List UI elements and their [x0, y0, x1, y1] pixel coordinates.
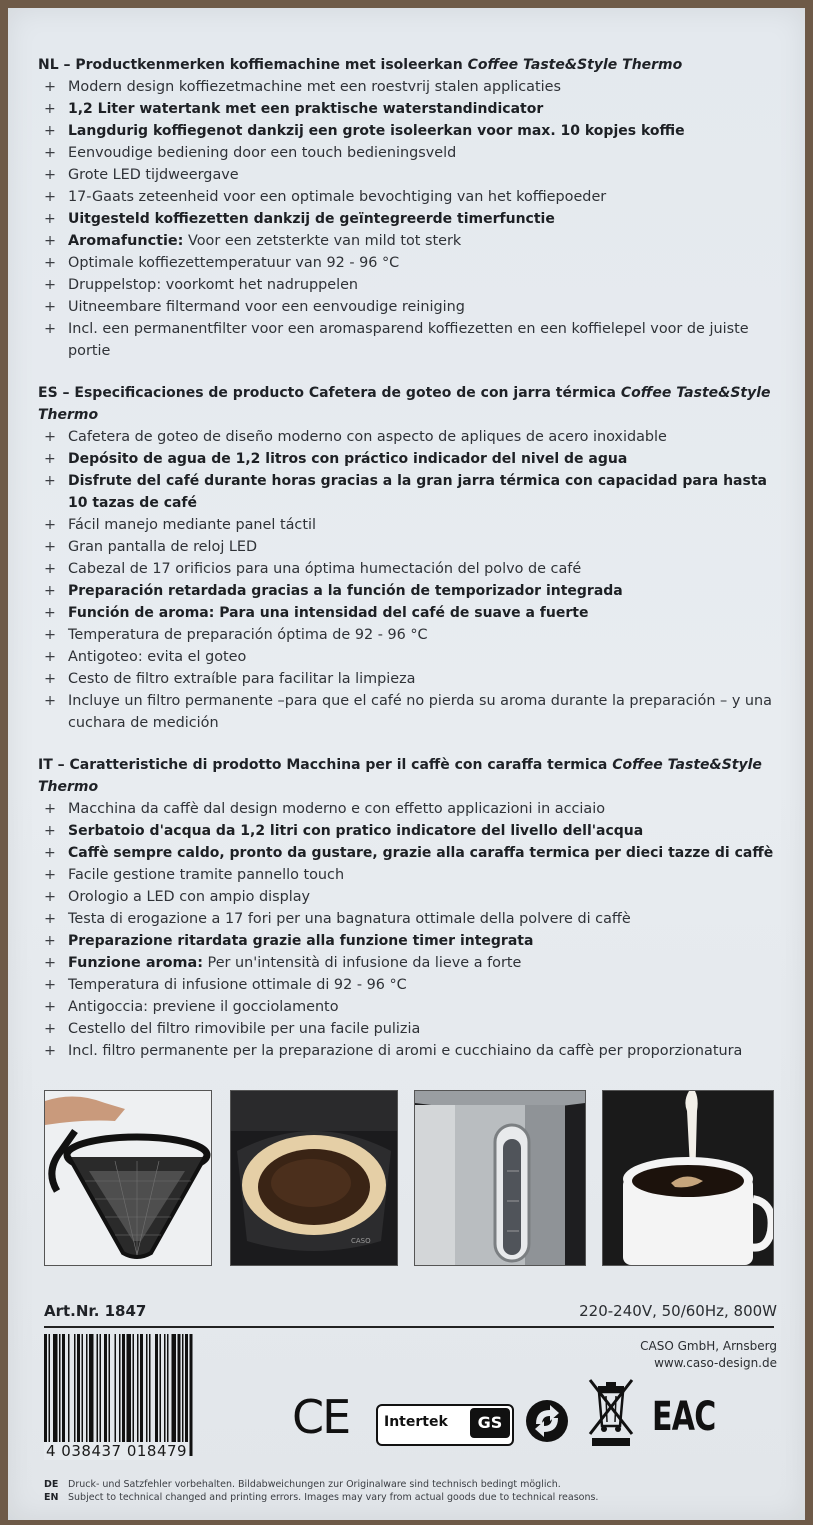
feature-item-text: Cesto de filtro extraíble para facilitar la limpieza	[68, 671, 416, 687]
plus-bullet-icon: +	[44, 1043, 57, 1059]
feature-item-text: Gran pantalla de reloj LED	[68, 539, 258, 555]
plus-bullet-icon: +	[44, 539, 57, 555]
feature-item	[38, 842, 778, 864]
barcode-number: 4 038437 018479	[46, 1442, 188, 1460]
plus-bullet-icon: +	[44, 801, 57, 817]
intertek-gs-mark	[376, 1404, 514, 1446]
gs-label: GS	[470, 1408, 510, 1438]
barcode-bar	[68, 1334, 70, 1456]
company-website: www.caso-design.de	[654, 1356, 777, 1370]
feature-item	[38, 252, 778, 274]
feature-item	[38, 186, 778, 208]
plus-bullet-icon: +	[44, 955, 57, 971]
feature-item	[38, 296, 778, 318]
svg-text:CASO: CASO	[351, 1237, 371, 1245]
feature-sections	[38, 54, 778, 1082]
feature-item	[38, 1018, 778, 1040]
feature-item	[38, 448, 778, 470]
feature-item-text: Orologio a LED con ampio display	[68, 889, 311, 905]
barcode-bar	[62, 1334, 65, 1456]
feature-item	[38, 930, 778, 952]
section-title-product: Coffee Taste&Style Thermo	[38, 757, 762, 795]
disclaimer-line	[44, 1478, 598, 1491]
plus-bullet-icon: +	[44, 867, 57, 883]
plus-bullet-icon: +	[44, 517, 57, 533]
water-level-indicator-photo	[414, 1090, 586, 1266]
feature-item	[38, 624, 778, 646]
barcode-bar	[100, 1334, 102, 1456]
feature-item-text: Incl. een permanentfilter voor een aromasparend koffiezetten en een koffielepel voor de juiste portie	[68, 321, 749, 359]
plus-bullet-icon: +	[44, 583, 56, 599]
plus-bullet-icon: +	[44, 693, 57, 709]
plus-bullet-icon: +	[44, 889, 57, 905]
barcode-bar	[172, 1334, 177, 1456]
section-title	[38, 382, 778, 426]
feature-item	[38, 908, 778, 930]
barcode-bar	[115, 1334, 117, 1456]
coffee-cup-with-milk-photo	[602, 1090, 774, 1266]
barcode-bar	[109, 1334, 111, 1456]
feature-list	[38, 426, 778, 734]
feature-item	[38, 76, 778, 98]
plus-bullet-icon: +	[44, 473, 56, 489]
plus-bullet-icon: +	[44, 321, 57, 337]
feature-item	[38, 602, 778, 624]
barcode-bar	[86, 1334, 88, 1456]
feature-item-text: Preparazione ritardata grazie alla funzione timer integrata	[68, 933, 534, 949]
section-title-product: Coffee Taste&Style Thermo	[467, 57, 683, 73]
filter-with-coffee-photo	[230, 1090, 398, 1266]
feature-item-text: Incl. filtro permanente per la preparazione di aromi e cucchiaino da caffè per proporzionatura	[68, 1043, 743, 1059]
plus-bullet-icon: +	[44, 101, 56, 117]
feature-item	[38, 318, 778, 362]
disclaimer-lang: EN	[44, 1492, 59, 1503]
barcode-bar	[49, 1334, 51, 1456]
barcode-bar	[53, 1334, 58, 1456]
feature-item	[38, 580, 778, 602]
feature-item-text: Druppelstop: voorkomt het nadruppelen	[68, 277, 359, 293]
plus-bullet-icon: +	[44, 429, 57, 445]
plus-bullet-icon: +	[44, 189, 57, 205]
weee-bin-icon	[586, 1376, 636, 1448]
feature-item-text: Fácil manejo mediante panel táctil	[68, 517, 316, 533]
barcode-bar	[178, 1334, 181, 1456]
feature-list	[38, 798, 778, 1062]
barcode-bar	[97, 1334, 99, 1456]
plus-bullet-icon: +	[44, 451, 56, 467]
feature-item-text: 1,2 Liter watertank met een praktische waterstandindicator	[68, 101, 544, 117]
feature-item	[38, 798, 778, 820]
plus-bullet-icon: +	[44, 605, 56, 621]
feature-item-text: Cabezal de 17 orificios para una óptima humectación del polvo de café	[68, 561, 582, 577]
feature-item-text: Antigoccia: previene il gocciolamento	[68, 999, 339, 1015]
feature-item-text: Voor een zetsterkte van mild tot sterk	[183, 233, 462, 249]
barcode-bar	[119, 1334, 121, 1456]
feature-item-text: Caffè sempre caldo, pronto da gustare, grazie alla caraffa termica per dieci tazze di caffè	[68, 845, 774, 861]
plus-bullet-icon: +	[44, 911, 57, 927]
plus-bullet-icon: +	[44, 167, 57, 183]
barcode-bar	[167, 1334, 169, 1456]
disclaimer-lang: DE	[44, 1479, 59, 1490]
feature-item	[38, 164, 778, 186]
feature-item	[38, 952, 778, 974]
feature-item-text: Depósito de agua de 1,2 litros con práctico indicador del nivel de agua	[68, 451, 628, 467]
disclaimer	[44, 1478, 598, 1504]
eac-mark: EAC	[652, 1394, 716, 1440]
feature-item-text: Preparación retardada gracias a la función de temporizador integrada	[68, 583, 623, 599]
section-title-text: IT – Caratteristiche di prodotto Macchina per il caffè con caraffa termica	[38, 757, 613, 773]
company-name: CASO GmbH, Arnsberg	[640, 1339, 777, 1353]
barcode-bar	[104, 1334, 107, 1456]
feature-item-text: Testa di erogazione a 17 fori per una bagnatura ottimale della polvere di caffè	[68, 911, 631, 927]
power-specs: 220-240V, 50/60Hz, 800W	[579, 1302, 777, 1320]
plus-bullet-icon: +	[44, 123, 56, 139]
feature-item	[38, 646, 778, 668]
feature-item-text: Langdurig koffiegenot dankzij een grote isoleerkan voor max. 10 kopjes koffie	[68, 123, 685, 139]
section-es	[38, 382, 778, 734]
barcode-bar	[146, 1334, 148, 1456]
feature-item	[38, 536, 778, 558]
feature-item-text: Temperatura di infusione ottimale di 92 - 96 °C	[68, 977, 407, 993]
feature-item	[38, 208, 778, 230]
barcode-bar	[149, 1334, 151, 1456]
feature-item	[38, 974, 778, 996]
recycle-icon	[524, 1398, 570, 1444]
product-photos	[44, 1090, 772, 1264]
feature-item-text: Cafetera de goteo de diseño moderno con aspecto de apliques de acero inoxidable	[68, 429, 667, 445]
barcode-bar	[160, 1334, 162, 1456]
section-nl	[38, 54, 778, 362]
plus-bullet-icon: +	[44, 649, 57, 665]
plus-bullet-icon: +	[44, 79, 57, 95]
feature-item-bold: Funzione aroma:	[68, 955, 203, 971]
plus-bullet-icon: +	[44, 233, 57, 249]
feature-item-text: 17-Gaats zeteenheid voor een optimale bevochtiging van het koffiepoeder	[68, 189, 607, 205]
barcode-bar	[59, 1334, 61, 1456]
barcode-bar	[44, 1334, 47, 1456]
feature-item	[38, 690, 778, 734]
feature-item-text: Uitgesteld koffiezetten dankzij de geïntegreerde timerfunctie	[68, 211, 555, 227]
feature-item-bold: Aromafunctie:	[68, 233, 184, 249]
barcode-bar	[133, 1334, 135, 1456]
feature-item	[38, 120, 778, 142]
feature-item	[38, 470, 778, 514]
barcode-bar	[137, 1334, 139, 1456]
feature-item-text: Optimale koffiezettemperatuur van 92 - 96 °C	[68, 255, 400, 271]
section-title	[38, 54, 778, 76]
section-title-product: Coffee Taste&Style Thermo	[38, 385, 771, 423]
section-title	[38, 754, 778, 798]
barcode-bar	[127, 1334, 132, 1456]
barcode-bar	[185, 1334, 188, 1456]
product-box-back	[8, 8, 805, 1520]
feature-item	[38, 558, 778, 580]
feature-item-text: Grote LED tijdweergave	[68, 167, 239, 183]
feature-item-text: Disfrute del café durante horas gracias a la gran jarra térmica con capacidad para hasta 10 tazas de café	[68, 473, 767, 511]
plus-bullet-icon: +	[44, 977, 57, 993]
feature-item	[38, 864, 778, 886]
feature-item-text: Serbatoio d'acqua da 1,2 litri con pratico indicatore del livello dell'acqua	[68, 823, 644, 839]
feature-item	[38, 514, 778, 536]
feature-item	[38, 886, 778, 908]
ce-mark: CE	[292, 1390, 350, 1444]
plus-bullet-icon: +	[44, 999, 57, 1015]
company-info	[640, 1338, 777, 1372]
plus-bullet-icon: +	[44, 299, 57, 315]
section-title-text: NL – Productkenmerken koffiemachine met isoleerkan	[38, 57, 468, 73]
feature-item	[38, 98, 778, 120]
plus-bullet-icon: +	[44, 845, 56, 861]
barcode-bar	[89, 1334, 94, 1456]
barcode-bar	[155, 1334, 158, 1456]
footer-divider	[44, 1326, 774, 1328]
feature-item	[38, 996, 778, 1018]
plus-bullet-icon: +	[44, 671, 57, 687]
barcode-bar	[182, 1334, 184, 1456]
plus-bullet-icon: +	[44, 561, 57, 577]
barcode-bar	[140, 1334, 143, 1456]
barcode-bar	[164, 1334, 166, 1456]
article-number: Art.Nr. 1847	[44, 1302, 147, 1320]
feature-item-text: Eenvoudige bediening door een touch bedieningsveld	[68, 145, 457, 161]
feature-item	[38, 230, 778, 252]
plus-bullet-icon: +	[44, 255, 57, 271]
barcode-bar	[190, 1334, 193, 1456]
certification-marks	[292, 1376, 716, 1456]
section-title-text: ES – Especificaciones de producto Cafetera de goteo de con jarra térmica	[38, 385, 621, 401]
intertek-label: Intertek	[384, 1414, 448, 1430]
feature-item	[38, 820, 778, 842]
feature-item-text: Facile gestione tramite pannello touch	[68, 867, 345, 883]
barcode-bar	[74, 1334, 76, 1456]
feature-item-text: Modern design koffiezetmachine met een roestvrij stalen applicaties	[68, 79, 561, 95]
plus-bullet-icon: +	[44, 277, 57, 293]
feature-item-text: Función de aroma: Para una intensidad del café de suave a fuerte	[68, 605, 589, 621]
feature-item-text: Macchina da caffè dal design moderno e con effetto applicazioni in acciaio	[68, 801, 606, 817]
disclaimer-text: Druck- und Satzfehler vorbehalten. Bildabweichungen zur Originalware sind technisch bedingt möglich.	[68, 1479, 561, 1490]
plus-bullet-icon: +	[44, 145, 57, 161]
feature-item	[38, 142, 778, 164]
barcode-bar	[77, 1334, 80, 1456]
feature-item	[38, 426, 778, 448]
feature-item	[38, 274, 778, 296]
feature-list	[38, 76, 778, 362]
plus-bullet-icon: +	[44, 823, 56, 839]
feature-item-text: Incluye un filtro permanente –para que el café no pierda su aroma durante la preparación – y una cuchara de medición	[68, 693, 772, 731]
feature-item-text: Uitneembare filtermand voor een eenvoudige reiniging	[68, 299, 465, 315]
plus-bullet-icon: +	[44, 1021, 57, 1037]
permanent-filter-photo	[44, 1090, 212, 1266]
feature-item-text: Temperatura de preparación óptima de 92 - 96 °C	[68, 627, 428, 643]
section-it	[38, 754, 778, 1062]
plus-bullet-icon: +	[44, 211, 56, 227]
feature-item	[38, 1040, 778, 1062]
barcode-bar	[122, 1334, 125, 1456]
feature-item-text: Per un'intensità di infusione da lieve a forte	[202, 955, 522, 971]
feature-item-text: Antigoteo: evita el goteo	[68, 649, 247, 665]
disclaimer-line	[44, 1491, 598, 1504]
plus-bullet-icon: +	[44, 933, 56, 949]
barcode-bar	[82, 1334, 84, 1456]
plus-bullet-icon: +	[44, 627, 57, 643]
feature-item-text: Cestello del filtro rimovibile per una facile pulizia	[68, 1021, 421, 1037]
feature-item	[38, 668, 778, 690]
disclaimer-text: Subject to technical changed and printing errors. Images may vary from actual goods due to technical reasons.	[68, 1492, 599, 1503]
